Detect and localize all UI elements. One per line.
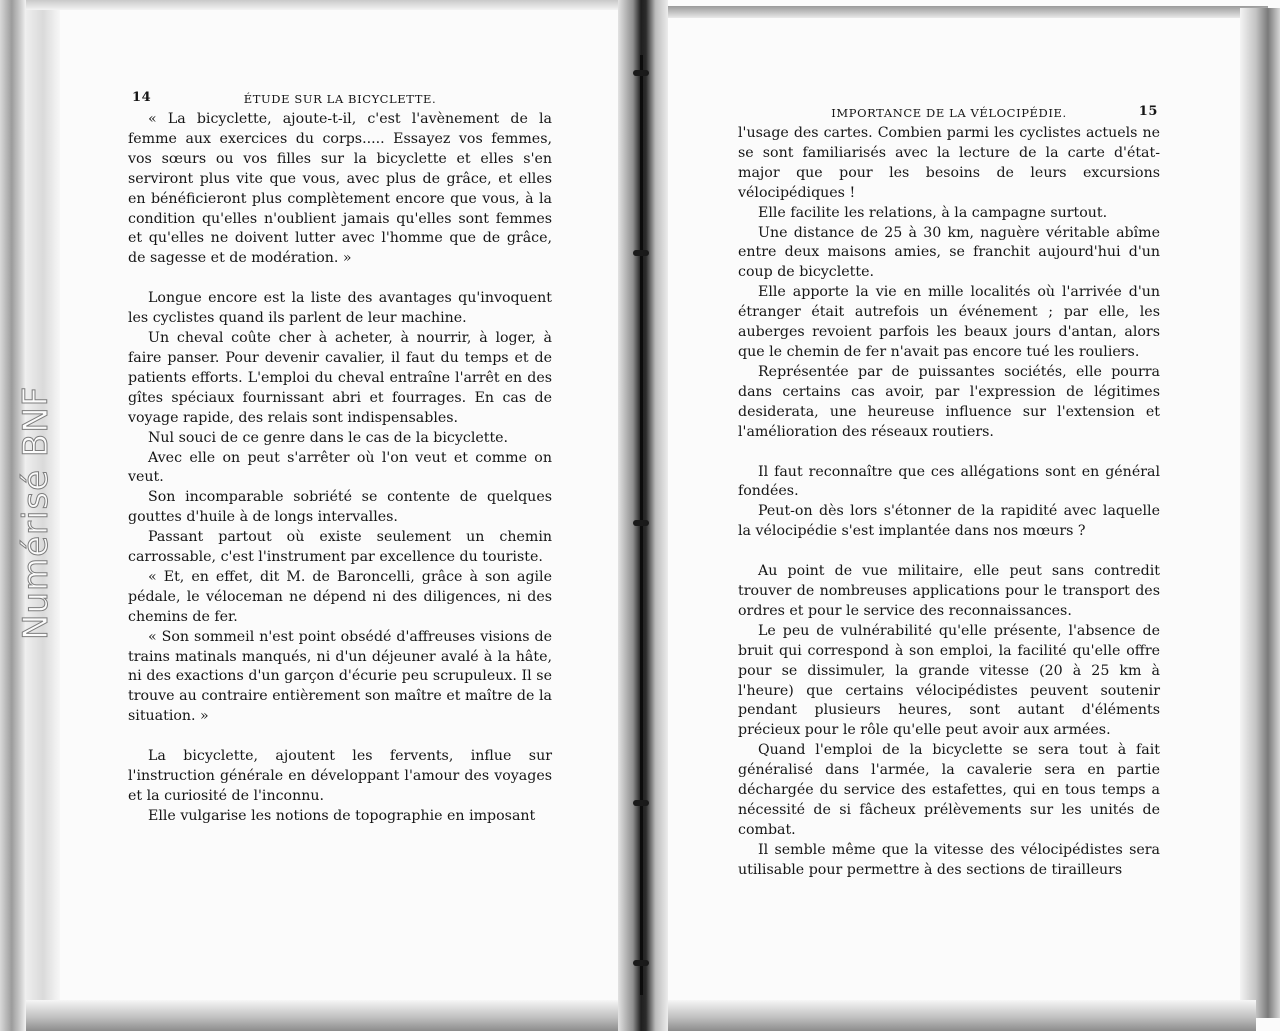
right-page-stack (1240, 8, 1280, 1018)
running-head-title: ÉTUDE SUR LA BICYCLETTE. (243, 92, 437, 106)
paragraph: Une distance de 25 à 30 km, naguère véritable abîme entre deux maisons amies, se franchit aujourd'hui d'un coup de bicyclette. (738, 224, 1160, 281)
paragraph: Peut-on dès lors s'étonner de la rapidité avec laquelle la vélocipédie s'est implantée dans nos mœurs ? (738, 503, 1160, 540)
paragraph: Elle facilite les relations, à la campagne surtout. (758, 204, 1108, 221)
paragraph: Avec elle on peut s'arrêter où l'on veut et comme on veut. (128, 449, 552, 486)
paragraph: La bicyclette, ajoutent les fervents, influe sur l'instruction générale en développant l'amour des voyages et la curiosité de l'inconnu. (128, 748, 552, 804)
binding-stitch (633, 250, 649, 256)
paragraph: Son incomparable sobriété se contente de quelques gouttes d'huile à de longs intervalles. (128, 489, 552, 526)
paragraph: Nul souci de ce genre dans le cas de la bicyclette. (148, 429, 509, 446)
bnf-watermark: Numérisé BNF (16, 385, 56, 640)
paragraph: Au point de vue militaire, elle peut sans contredit trouver de nombreuses applications pour le transport des ordres et pour le service des reconnaissances. (738, 563, 1160, 619)
paragraph: Un cheval coûte cher à acheter, à nourrir, à loger, à faire panser. Pour devenir cavalier, il faut du temps et de patients efforts. L'emploi du cheval entraîne l'arrêt en des gîtes spéciaux fournissant abri et fourrages. En cas de voyage rapide, des relais sont indispensables. (128, 330, 552, 426)
page-body (738, 124, 1160, 881)
paragraph: « La bicyclette, ajoute-t-il, c'est l'avènement de la femme aux exercices du corps..... Essayez vos femmes, vos sœurs ou vos filles sur la bicyclette et elles s'en serviront plus vite que vous, avec plus de grâce, et elles en bénéficieront plus complètement encore que vous, à la condition qu'elles n'oublient jamais qu'elles sont femmes et qu'elles ne doivent lutter avec l'homme que de grâce, de sagesse et de modération. » (128, 111, 552, 267)
paragraph: « Et, en effet, dit M. de Baroncelli, grâce à son agile pédale, le véloceman ne dépend ni des diligences, ni des chemins de fer. (128, 568, 552, 625)
paragraph: Représentée par de puissantes sociétés, elle pourra dans certains cas avoir, par l'expression de légitimes desiderata, une heureuse influence sur l'extension et l'amélioration des réseaux routiers. (738, 363, 1160, 440)
paragraph: « Son sommeil n'est point obsédé d'affreuses visions de trains matinals manqués, ni d'un déjeuner avalé à la hâte, ni des exactions d'un garçon d'écurie peu scrupuleux. Il se trouve au contraire entièrement son maître et maître de la situation. » (128, 628, 552, 725)
right-page (738, 104, 1160, 881)
binding-stitch (633, 70, 649, 76)
running-head (738, 104, 1160, 124)
paragraph: Longue encore est la liste des avantages qu'invoquent les cyclistes quand ils parlent de leur machine. (128, 290, 552, 327)
running-head (128, 90, 552, 110)
paragraph: Quand l'emploi de la bicyclette se sera tout à fait généralisé dans l'armée, la cavalerie sera en partie déchargée du service des estafettes, qui en tous temps a nécessité de si fâcheux prélèvements sur les unités de combat. (738, 742, 1160, 838)
paragraph: Le peu de vulnérabilité qu'elle présente, l'absence de bruit qui correspond à son emploi, la facilité qu'elle offre pour se dissimuler, la grande vitesse (20 à 25 km à l'heure) que certains vélocipédistes peuvent soutenir pendant plusieurs heures, sont autant d'éléments précieux pour le rôle qu'elle peut avoir aux armées. (738, 622, 1160, 739)
right-top-page-edge (668, 6, 1268, 18)
page-body (128, 110, 552, 827)
binding-stitch (633, 960, 649, 966)
paragraph: l'usage des cartes. Combien parmi les cyclistes actuels ne se sont familiarisés avec la lecture de la carte d'état-major que pour les besoins de leurs excursions vélocipédiques ! (738, 125, 1160, 201)
paragraph: Il faut reconnaître que ces allégations sont en général fondées. (738, 463, 1160, 500)
page-number: 14 (132, 90, 152, 105)
paragraph: Elle apporte la vie en mille localités où l'arrivée d'un étranger était autrefois un événement ; par elle, les auberges revoient parfois les beaux jours d'antan, alors que le chemin de fer n'avait pas encore tué les rouliers. (738, 284, 1160, 360)
paragraph: Passant partout où existe seulement un chemin carrossable, c'est l'instrument par excellence du touriste. (128, 529, 552, 566)
page-number: 15 (1138, 104, 1158, 119)
book-gutter (618, 0, 668, 1031)
paragraph: Elle vulgarise les notions de topographie en imposant (148, 807, 536, 824)
top-page-edge (26, 0, 636, 10)
binding-stitch (633, 800, 649, 806)
paragraph: Il semble même que la vitesse des vélocipédistes sera utilisable pour permettre à des sections de tirailleurs (738, 841, 1160, 878)
running-head-title: IMPORTANCE DE LA VÉLOCIPÉDIE. (831, 106, 1067, 120)
left-page (128, 90, 552, 827)
binding-stitch (633, 520, 649, 526)
